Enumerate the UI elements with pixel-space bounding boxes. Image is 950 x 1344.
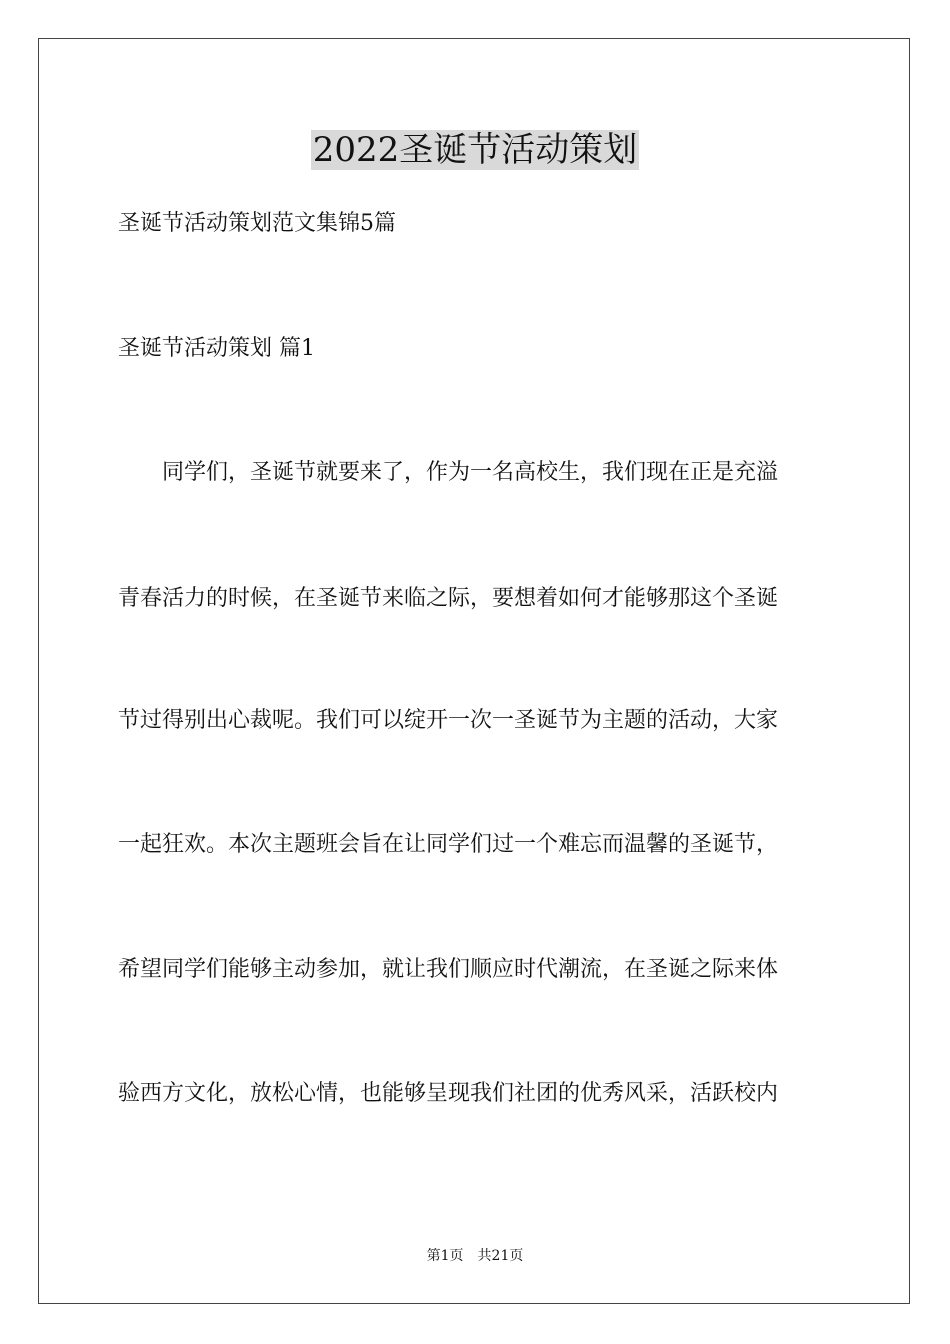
paragraph-line: 希望同学们能够主动参加，就让我们顺应时代潮流，在圣诞之际来体 (118, 957, 779, 982)
paragraph-line: 青春活力的时候，在圣诞节来临之际，要想着如何才能够那这个圣诞 (118, 586, 779, 611)
document-subtitle: 圣诞节活动策划范文集锦5篇 (118, 211, 396, 236)
paragraph-line: 节过得别出心裁呢。我们可以绽开一次一圣诞节为主题的活动，大家 (118, 708, 779, 733)
section-heading: 圣诞节活动策划 篇1 (118, 336, 315, 361)
document-title (0, 128, 950, 172)
paragraph-line: 一起狂欢。本次主题班会旨在让同学们过一个难忘而温馨的圣诞节， (118, 832, 779, 857)
page-footer: 第1页 共21页 (426, 1248, 524, 1264)
paragraph-line: 同学们，圣诞节就要来了，作为一名高校生，我们现在正是充溢 (118, 460, 779, 485)
document-title-text: 2022圣诞节活动策划 (312, 130, 638, 170)
paragraph-line: 验西方文化，放松心情，也能够呈现我们社团的优秀风采，活跃校内 (118, 1081, 779, 1106)
